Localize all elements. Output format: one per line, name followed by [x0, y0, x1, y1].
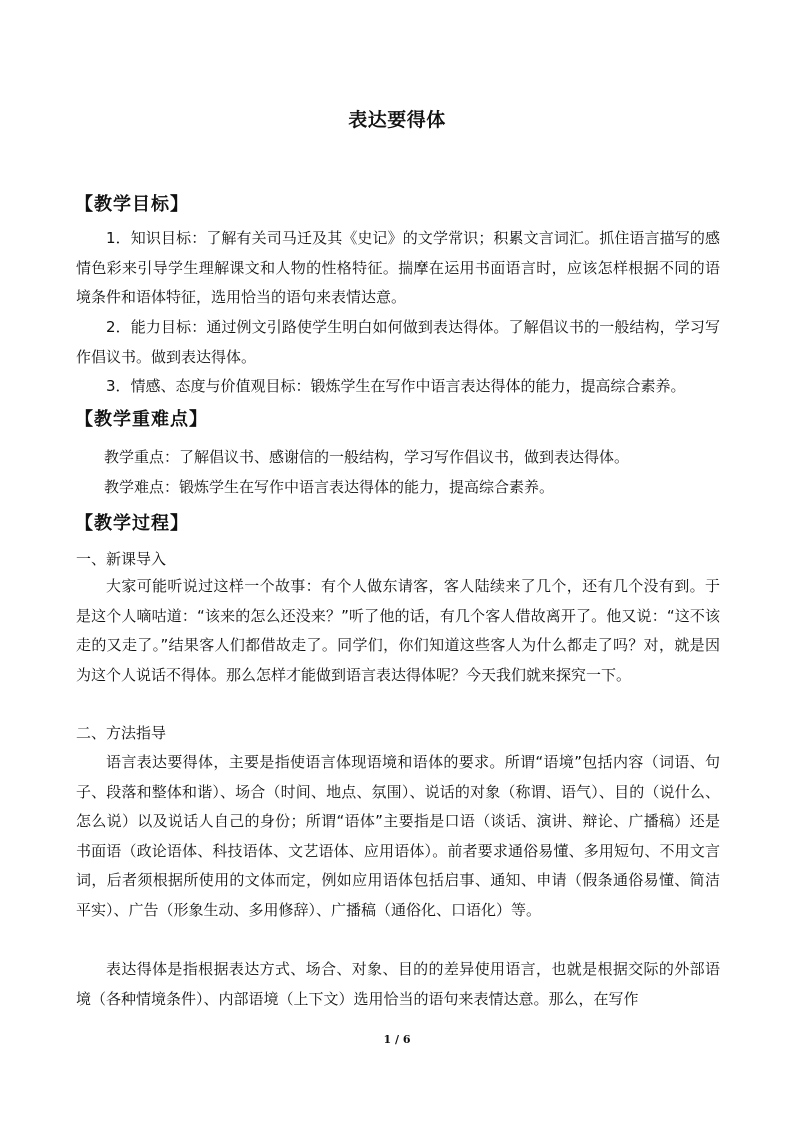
- objective-item-3: 3．情感、态度与价值观目标：锻炼学生在写作中语言表达得体的能力，提高综合素养。: [106, 377, 686, 395]
- method-paragraph-1: 语言表达要得体，主要是指使语言体现语境和语体的要求。所谓“语境”包括内容（词语、句子、段落和整体和谐）、场合（时间、地点、氛围）、说话的对象（称谓、语气）、目的（说什么、怎么说）以及说话人自己的身份；所谓“语体”主要指是口语（谈话、演讲、辩论、广播稿）还是书面语（政论语体、科技语体、文艺语体、应用语体）。前者要求通俗易懂、多用短句、不用文言词，后者须根据所使用的文体而定，例如应用语体包括启事、通知、申请（假条通俗易懂、简洁平实）、广告（形象生动、多用修辞）、广播稿（通俗化、口语化）等。: [76, 753, 720, 919]
- section-heading-objectives: 【教学目标】: [75, 194, 189, 215]
- objective-item-2: 2．能力目标：通过例文引路使学生明白如何做到表达得体。了解倡议书的一般结构，学习写作倡议书。做到表达得体。: [76, 318, 720, 366]
- subheading-intro: 一、新课导入: [76, 550, 167, 568]
- document-title: 表达要得体: [348, 109, 446, 131]
- section-heading-process: 【教学过程】: [75, 513, 189, 534]
- section-heading-key-points: 【教学重难点】: [75, 409, 208, 430]
- key-point-item-2: 教学难点：锻炼学生在写作中语言表达得体的能力，提高综合素养。: [104, 478, 555, 496]
- objective-item-1: 1．知识目标：了解有关司马迁及其《史记》的文学常识；积累文言词汇。抓住语言描写的感情色彩来引导学生理解课文和人物的性格特征。揣摩在运用书面语言时，应该怎样根据不同的语境条件和语体特征，选用恰当的语句来表情达意。: [76, 229, 720, 306]
- intro-paragraph: 大家可能听说过这样一个故事：有个人做东请客，客人陆续来了几个，还有几个没有到。于是这个人嘀咕道：“该来的怎么还没来？”听了他的话，有几个客人借故离开了。他又说：“这不该走的又走了。”结果客人们都借故走了。同学们，你们知道这些客人为什么都走了吗？对，就是因为这个人说话不得体。那么怎样才能做到语言表达得体呢？今天我们就来探究一下。: [76, 577, 720, 684]
- key-point-item-1: 教学重点：了解倡议书、感谢信的一般结构，学习写作倡议书，做到表达得体。: [104, 448, 630, 466]
- subheading-method: 二、方法指导: [76, 724, 167, 742]
- method-paragraph-2: 表达得体是指根据表达方式、场合、对象、目的的差异使用语言，也就是根据交际的外部语境（各种情境条件）、内部语境（上下文）选用恰当的语句来表情达意。那么，在写作: [76, 960, 720, 1008]
- page-number: 1 / 6: [383, 1033, 411, 1046]
